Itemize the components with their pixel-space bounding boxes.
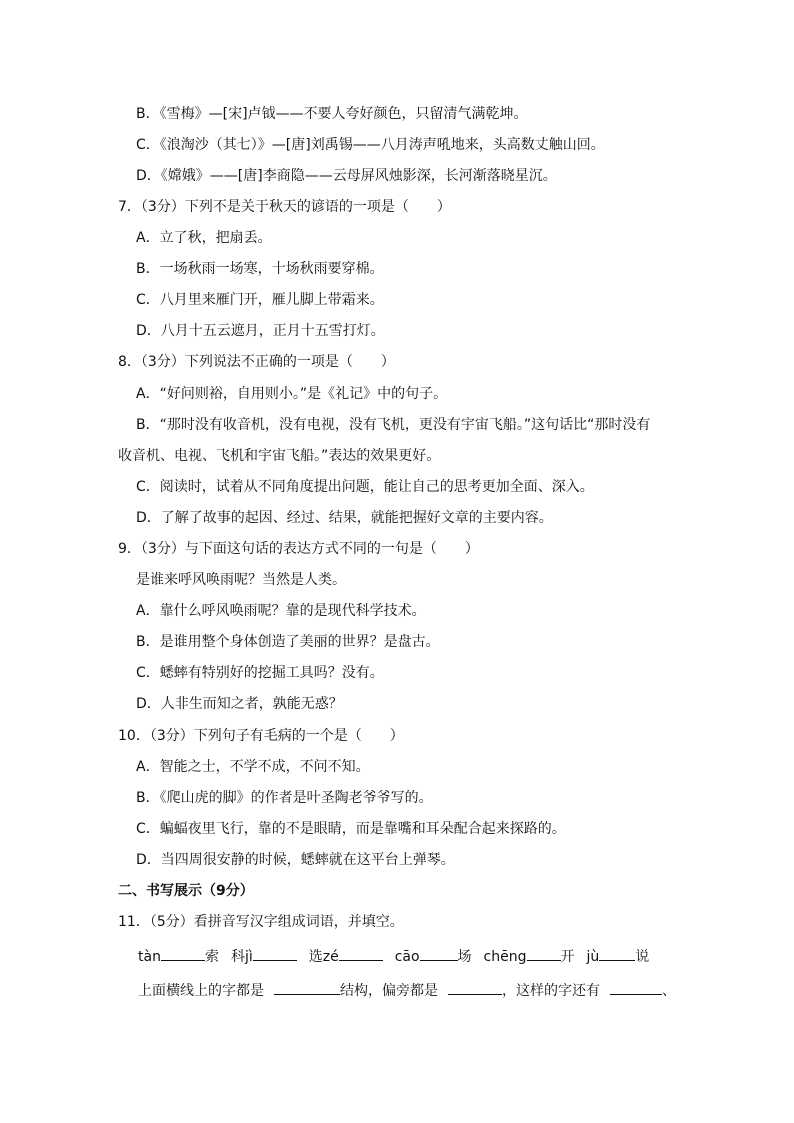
q9-option-c: C．蟋蟀有特别好的挖掘工具吗？没有。 — [136, 665, 384, 681]
q6-option-b: B．《雪梅》—[宋]卢钺——不要人夸好颜色，只留清气满乾坤。 — [136, 106, 528, 122]
q9-option-d: D．人非生而知之者，孰能无惑？ — [136, 696, 343, 712]
pinyin-1: tàn — [138, 949, 161, 965]
pinyin-6: jù — [586, 949, 600, 965]
pinyin-2: jì — [244, 949, 253, 965]
word-2-prefix: 科 — [230, 949, 245, 965]
word-1-suffix: 索 — [204, 949, 219, 965]
word-4-suffix: 场 — [457, 949, 472, 965]
pinyin-3: zé — [322, 949, 339, 965]
q8-option-b-cont: 收音机、电视、飞机和宇宙飞船。”表达的效果更好。 — [118, 448, 441, 464]
blank-2[interactable] — [253, 946, 297, 961]
q10-option-d: D．当四周很安静的时候，蟋蟀就在这平台上弹琴。 — [136, 852, 455, 868]
q6-option-d: D．《嫦娥》——[唐]李商隐——云母屏风烛影深，长河渐落晓星沉。 — [136, 168, 557, 184]
word-6-suffix: 说 — [635, 949, 650, 965]
q7-option-a: A．立了秋，把扇丢。 — [136, 230, 272, 246]
q9-option-a: A．靠什么呼风唤雨呢？靠的是现代科学技术。 — [136, 603, 426, 619]
q8-option-a: A．“好问则裕，自用则小。”是《礼记》中的句子。 — [136, 386, 448, 402]
q8-title: 8．（3分）下列说法不正确的一项是（ ） — [118, 354, 395, 370]
q7-option-d: D．八月十五云遮月，正月十五雪打灯。 — [136, 323, 385, 339]
fill-text-1: 上面横线上的字都是 — [138, 983, 264, 999]
blank-4[interactable] — [420, 946, 458, 961]
blank-5[interactable] — [527, 946, 561, 961]
q9-title: 9．（3分）与下面这句话的表达方式不同的一句是（ ） — [118, 541, 479, 557]
q9-option-b: B．是谁用整个身体创造了美丽的世界？是盘古。 — [136, 634, 440, 650]
q11-title: 11．（5分）看拼音写汉字组成词语，并填空。 — [118, 914, 404, 930]
q10-option-b: B．《爬山虎的脚》的作者是叶圣陶老爷爷写的。 — [136, 790, 433, 806]
fill-blank-radical[interactable] — [448, 980, 502, 995]
q7-title: 7．（3分）下列不是关于秋天的谚语的一项是（ ） — [118, 199, 451, 215]
fill-blank-structure[interactable] — [274, 980, 340, 995]
blank-3[interactable] — [339, 946, 383, 961]
q7-option-c: C．八月里来雁门开，雁儿脚上带霜来。 — [136, 292, 384, 308]
fill-text-3: ，这样的字还有 — [502, 983, 600, 999]
q9-stem: 是谁来呼风唤雨呢？当然是人类。 — [136, 572, 346, 588]
word-5-suffix: 开 — [560, 949, 575, 965]
q10-title: 10．（3分）下列句子有毛病的一个是（ ） — [118, 728, 404, 744]
q11-pinyin-row — [138, 946, 649, 967]
q6-option-c: C．《浪淘沙（其七）》—[唐]刘禹锡——八月涛声吼地来，头高数丈触山回。 — [136, 137, 605, 153]
word-3-prefix: 选 — [308, 949, 323, 965]
fill-blank-examples[interactable] — [610, 980, 662, 995]
fill-text-4: 、 — [662, 983, 676, 999]
section-heading: 二、书写展示（9分） — [118, 883, 254, 899]
q7-option-b: B．一场秋雨一场寒，十场秋雨要穿棉。 — [136, 261, 384, 277]
q10-option-c: C．蝙蝠夜里飞行，靠的不是眼睛，而是靠嘴和耳朵配合起来探路的。 — [136, 821, 566, 837]
fill-text-2: 结构，偏旁都是 — [340, 983, 438, 999]
pinyin-5: chēng — [483, 949, 527, 965]
q8-option-d: D．了解了故事的起因、经过、结果，就能把握好文章的主要内容。 — [136, 510, 553, 526]
q11-fill-row — [138, 980, 676, 1001]
q10-option-a: A．智能之士，不学不成，不问不知。 — [136, 759, 370, 775]
blank-1[interactable] — [161, 946, 205, 961]
q8-option-c: C．阅读时，试着从不同角度提出问题，能让自己的思考更加全面、深入。 — [136, 479, 594, 495]
q8-option-b: B．“那时没有收音机，没有电视，没有飞机，更没有宇宙飞船。”这句话比“那时没有 — [136, 417, 651, 433]
pinyin-4: cāo — [394, 949, 420, 965]
blank-6[interactable] — [599, 946, 635, 961]
